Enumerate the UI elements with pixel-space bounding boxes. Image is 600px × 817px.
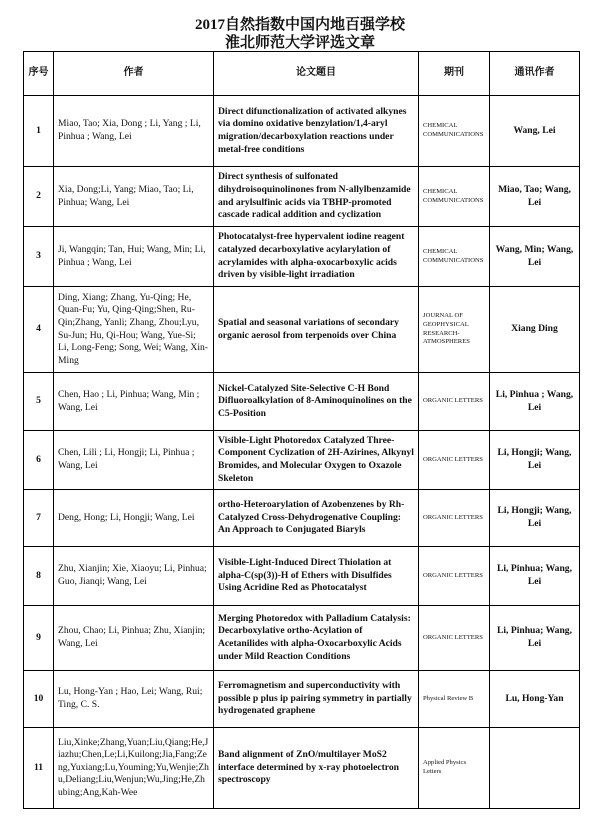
row-number: 6	[24, 431, 54, 490]
row-title: Direct synthesis of sulfonated dihydroisoquinolinones from N-allylbenzamide and arylsulfinic acids via TBHP-promoted cascade radical addition and cyclization	[214, 167, 419, 227]
table-row	[24, 671, 580, 728]
row-authors: Chen, Lili ; Li, Hongji; Li, Pinhua ; Wang, Lei	[54, 431, 214, 490]
row-journal: ORGANIC LETTERS	[419, 547, 490, 606]
row-corresponding: Li, Pinhua; Wang, Lei	[490, 547, 580, 606]
row-corresponding: Xiang Ding	[490, 287, 580, 373]
table-row	[24, 547, 580, 606]
row-journal: CHEMICAL COMMUNICATIONS	[419, 227, 490, 287]
table-row	[24, 373, 580, 431]
row-corresponding: Lu, Hong-Yan	[490, 671, 580, 728]
row-number: 7	[24, 490, 54, 547]
row-number: 3	[24, 227, 54, 287]
row-journal: ORGANIC LETTERS	[419, 490, 490, 547]
document-subtitle: 淮北师范大学评选文章	[224, 35, 375, 51]
row-corresponding: Wang, Min; Wang, Lei	[490, 227, 580, 287]
row-journal: CHEMICAL COMMUNICATIONS	[419, 167, 490, 227]
row-authors: Chen, Hao ; Li, Pinhua; Wang, Min ; Wang, Lei	[54, 373, 214, 431]
row-authors: Xia, Dong;Li, Yang; Miao, Tao; Li, Pinhua; Wang, Lei	[54, 167, 214, 227]
papers-table	[23, 51, 580, 809]
row-journal: ORGANIC LETTERS	[419, 606, 490, 671]
column-header-corresponding: 通讯作者	[490, 52, 580, 96]
row-title: Ferromagnetism and superconductivity with possible p plus ip pairing symmetry in partially hydrogenated graphene	[214, 671, 419, 728]
row-corresponding: Wang, Lei	[490, 96, 580, 167]
row-corresponding: Miao, Tao; Wang, Lei	[490, 167, 580, 227]
column-header-journal: 期刊	[419, 52, 490, 96]
row-journal: ORGANIC LETTERS	[419, 431, 490, 490]
row-title: Band alignment of ZnO/multilayer MoS2 interface determined by x-ray photoelectron spectroscopy	[214, 728, 419, 809]
row-number: 1	[24, 96, 54, 167]
header-row	[24, 52, 580, 96]
row-corresponding: Li, Pinhua ; Wang, Lei	[490, 373, 580, 431]
row-authors: Miao, Tao; Xia, Dong ; Li, Yang ; Li, Pinhua ; Wang, Lei	[54, 96, 214, 167]
column-header-title: 论文题目	[214, 52, 419, 96]
row-title: Direct difunctionalization of activated alkynes via domino oxidative benzylation/1,4-aryl migration/decarboxylation reactions under metal-free conditions	[214, 96, 419, 167]
row-journal: CHEMICAL COMMUNICATIONS	[419, 96, 490, 167]
row-authors: Deng, Hong; Li, Hongji; Wang, Lei	[54, 490, 214, 547]
table-row	[24, 431, 580, 490]
row-number: 5	[24, 373, 54, 431]
row-title: Visible-Light-Induced Direct Thiolation at alpha-C(sp(3))-H of Ethers with Disulfides Using Acridine Red as Photocatalyst	[214, 547, 419, 606]
row-title: Spatial and seasonal variations of secondary organic aerosol from terpenoids over China	[214, 287, 419, 373]
row-title: Photocatalyst-free hypervalent iodine reagent catalyzed decarboxylative acylarylation of acrylamides with alpha-oxocarboxylic acids driven by visible-light irradiation	[214, 227, 419, 287]
row-authors: Zhu, Xianjin; Xie, Xiaoyu; Li, Pinhua; Guo, Jianqi; Wang, Lei	[54, 547, 214, 606]
table-row	[24, 167, 580, 227]
row-authors: Ding, Xiang; Zhang, Yu-Qing; He, Quan-Fu; Yu, Qing-Qing;Shen, Ru-Qin;Zhang, Yanli; Zhang, Zhou;Lyu, Su-Jun; Hu, Qi-Hou; Wang, Yue-Si; Li, Long-Feng; Song, Wei; Wang, Xin-Ming	[54, 287, 214, 373]
row-authors: Zhou, Chao; Li, Pinhua; Zhu, Xianjin; Wang, Lei	[54, 606, 214, 671]
table-row	[24, 227, 580, 287]
row-number: 10	[24, 671, 54, 728]
row-corresponding: Li, Hongji; Wang, Lei	[490, 490, 580, 547]
row-title: Merging Photoredox with Palladium Catalysis: Decarboxylative ortho-Acylation of Acetanilides with alpha-Oxocarboxylic Acids under Mild Reaction Conditions	[214, 606, 419, 671]
table-row	[24, 728, 580, 809]
row-authors: Ji, Wangqin; Tan, Hui; Wang, Min; Li, Pinhua ; Wang, Lei	[54, 227, 214, 287]
row-corresponding: Li, Hongji; Wang, Lei	[490, 431, 580, 490]
row-number: 8	[24, 547, 54, 606]
row-number: 4	[24, 287, 54, 373]
row-title: ortho-Heteroarylation of Azobenzenes by Rh-Catalyzed Cross-Dehydrogenative Coupling: An Approach to Conjugated Biaryls	[214, 490, 419, 547]
table-row	[24, 606, 580, 671]
row-authors: Liu,Xinke;Zhang,Yuan;Liu,Qiang;He,Jiazhu;Chen,Le;Li,Kuilong;Jia,Fang;Zeng,Yuxiang;Lu,Youming;Yu,Wenjie;Zhu,Deliang;Liu,Wenjun;Wu,Jing;He,Zhubing;Ang,Kah-Wee	[54, 728, 214, 809]
table-row	[24, 96, 580, 167]
table-row	[24, 490, 580, 547]
row-title: Visible-Light Photoredox Catalyzed Three-Component Cyclization of 2H-Azirines, Alkynyl Bromides, and Molecular Oxygen to Oxazole Skeleton	[214, 431, 419, 490]
row-authors: Lu, Hong-Yan ; Hao, Lei; Wang, Rui; Ting, C. S.	[54, 671, 214, 728]
table-row	[24, 287, 580, 373]
row-corresponding: Li, Pinhua; Wang, Lei	[490, 606, 580, 671]
document-title: 2017自然指数中国内地百强学校	[194, 17, 405, 33]
row-corresponding	[490, 728, 580, 809]
row-journal: Applied Physics Letters	[419, 728, 490, 809]
column-header-number: 序号	[24, 52, 54, 96]
row-journal: ORGANIC LETTERS	[419, 373, 490, 431]
row-number: 2	[24, 167, 54, 227]
row-number: 11	[24, 728, 54, 809]
column-header-authors: 作者	[54, 52, 214, 96]
row-journal: JOURNAL OF GEOPHYSICAL RESEARCH-ATMOSPHERES	[419, 287, 490, 373]
row-number: 9	[24, 606, 54, 671]
row-journal: Physical Review B	[419, 671, 490, 728]
row-title: Nickel-Catalyzed Site-Selective C-H Bond Difluoroalkylation of 8-Aminoquinolines on the C5-Position	[214, 373, 419, 431]
